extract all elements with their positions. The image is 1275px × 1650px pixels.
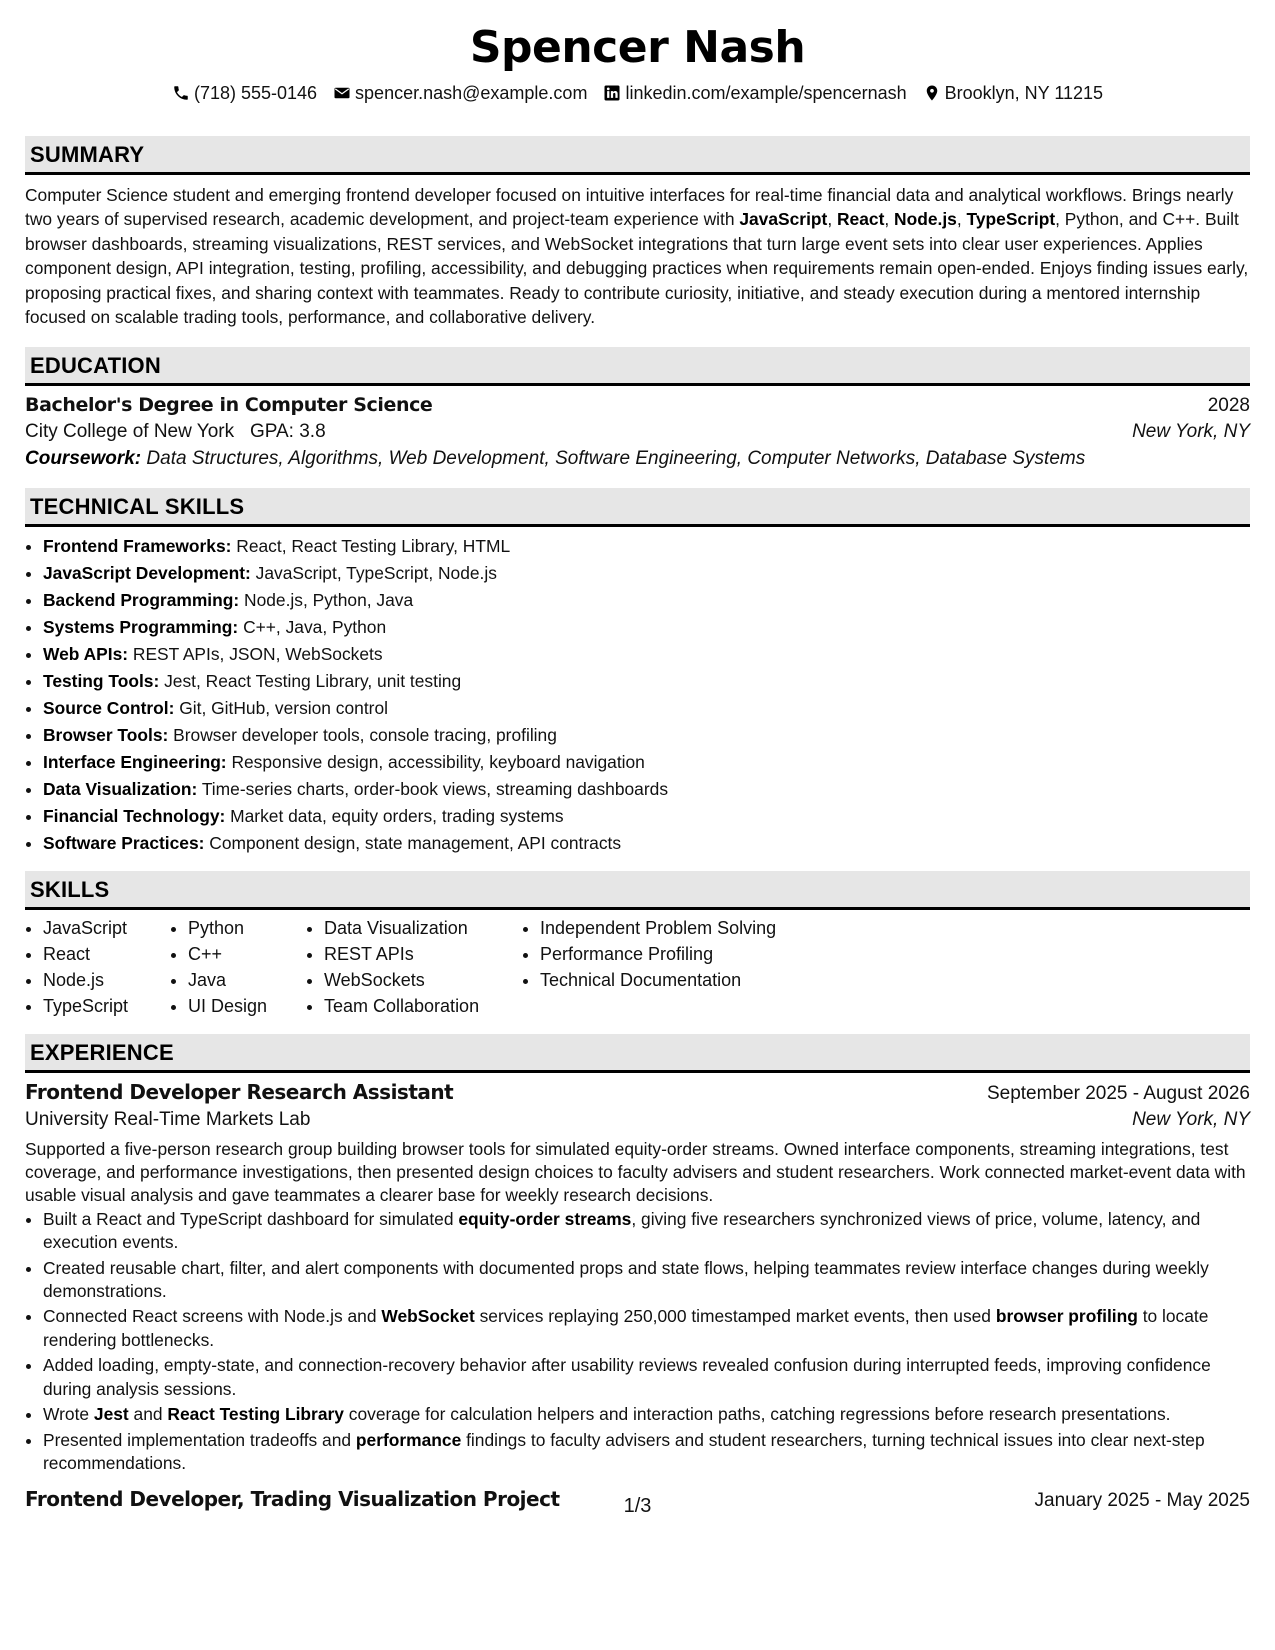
- school-line: [25, 421, 326, 443]
- resume-page: [25, 0, 1250, 1512]
- section-heading: SKILLS: [25, 871, 1250, 910]
- skills-section: [25, 871, 1250, 1019]
- job-bullets: [25, 1208, 1250, 1475]
- phone-text: (718) 555-0146: [193, 83, 318, 103]
- list-item: • Team Collaboration: [324, 994, 522, 1020]
- job-description: Supported a five-person research group building browser tools for simulated equity-order streams. Owned interface components, streaming integrations, test coverage, and performance investigations, then presented design choices to faculty advisers and student researchers. Work connected market-event data with usable visual analysis and gave teammates a clearer base for weekly research decisions.: [25, 1138, 1246, 1206]
- job-location: New York, NY: [1132, 1108, 1250, 1130]
- list-item: • JavaScript: [43, 916, 170, 942]
- location-text: Brooklyn, NY 11215: [944, 83, 1104, 103]
- school-location: New York, NY: [1132, 421, 1250, 443]
- email-link[interactable]: spencer.nash@example.com: [355, 83, 588, 103]
- degree-row: [25, 394, 1250, 417]
- section-heading: EXPERIENCE: [25, 1034, 1250, 1073]
- list-item: • Software Practices: Component design, state management, API contracts: [43, 830, 1250, 857]
- job-org-row: [25, 1109, 1250, 1131]
- list-item: • Built a React and TypeScript dashboard for simulated equity-order streams, giving five researchers synchronized views of price, volume, latency, and execution events.: [43, 1208, 1250, 1255]
- skills-column: [170, 916, 306, 1019]
- list-item: • React: [43, 942, 170, 968]
- contact-location: [923, 80, 1103, 106]
- list-item: • Frontend Frameworks: React, React Testing Library, HTML: [43, 533, 1250, 560]
- contact-linkedin[interactable]: [603, 80, 906, 106]
- contact-phone: [172, 80, 317, 106]
- list-item: • Data Visualization: [324, 916, 522, 942]
- coursework-list: Data Structures, Algorithms, Web Development, Software Engineering, Computer Networks, Database Systems: [141, 448, 1086, 470]
- list-item: • Java: [188, 968, 306, 994]
- section-heading: TECHNICAL SKILLS: [25, 488, 1250, 527]
- school-name: City College of New York: [25, 421, 235, 443]
- list-item: • Technical Documentation: [540, 968, 840, 994]
- coursework-line: [25, 448, 1250, 470]
- gpa: GPA: 3.8: [249, 421, 326, 443]
- map-pin-icon: [923, 84, 941, 102]
- phone-icon: [172, 84, 190, 102]
- skills-column: [25, 916, 170, 1019]
- section-heading: SUMMARY: [25, 136, 1250, 175]
- job-header: [25, 1080, 1250, 1105]
- list-item: • C++: [188, 942, 306, 968]
- linkedin-link[interactable]: linkedin.com/example/spencernash: [625, 83, 907, 103]
- list-item: • REST APIs: [324, 942, 522, 968]
- summary-text: Computer Science student and emerging frontend developer focused on intuitive interfaces for real-time financial data and analytical workflows. Brings nearly two years of supervised research, academic development, and project-team experience with JavaScript, React, Node.js, TypeScript, Python, and C++. Built browser dashboards, streaming visualizations, REST services, and WebSocket integrations that turn large event sets into clear user experiences. Applies component design, API integration, testing, profiling, accessibility, and debugging practices when requirements remain open-ended. Enjoys finding issues early, proposing practical fixes, and sharing context with teammates. Ready to contribute curiosity, initiative, and steady execution during a mentored internship focused on scalable trading tools, performance, and collaborative delivery.: [25, 185, 1249, 328]
- list-item: • Backend Programming: Node.js, Python, Java: [43, 587, 1250, 614]
- coursework-label: Coursework:: [25, 448, 142, 470]
- list-item: • Data Visualization: Time-series charts, order-book views, streaming dashboards: [43, 776, 1250, 803]
- list-item: • Web APIs: REST APIs, JSON, WebSockets: [43, 641, 1250, 668]
- skills-grid: [25, 916, 1250, 1019]
- list-item: • Interface Engineering: Responsive design, accessibility, keyboard navigation: [43, 749, 1250, 776]
- job-title: Frontend Developer, Trading Visualization Project: [25, 1487, 560, 1512]
- graduation-year: 2028: [1207, 395, 1250, 417]
- education-section: [25, 347, 1250, 470]
- candidate-name: Spencer Nash: [469, 22, 806, 73]
- list-item: • Financial Technology: Market data, equity orders, trading systems: [43, 803, 1250, 830]
- page-indicator: 1/3: [623, 1495, 652, 1517]
- skills-column: [306, 916, 522, 1019]
- job-dates: January 2025 - May 2025: [1034, 1490, 1250, 1512]
- job-title: Frontend Developer Research Assistant: [25, 1079, 454, 1104]
- list-item: • Presented implementation tradeoffs and performance findings to faculty advisers and student researchers, turning technical issues into clear next-step recommendations.: [43, 1429, 1250, 1476]
- job-org: University Real-Time Markets Lab: [25, 1108, 311, 1130]
- degree-title: Bachelor's Degree in Computer Science: [25, 394, 433, 417]
- list-item: • Connected React screens with Node.js and WebSocket services replaying 250,000 timestamped market events, then used browser profiling to locate rendering bottlenecks.: [43, 1305, 1250, 1352]
- list-item: • Browser Tools: Browser developer tools, console tracing, profiling: [43, 722, 1250, 749]
- summary-section: [25, 136, 1250, 329]
- list-item: • WebSockets: [324, 968, 522, 994]
- technical-skills-section: [25, 488, 1250, 857]
- list-item: • UI Design: [188, 994, 306, 1020]
- list-item: • Created reusable chart, filter, and alert components with documented props and state flows, helping teammates review interface changes during weekly demonstrations.: [43, 1257, 1250, 1304]
- technical-skills-list: [25, 533, 1250, 857]
- list-item: • TypeScript: [43, 994, 170, 1020]
- contact-bar: [25, 80, 1250, 106]
- list-item: • Added loading, empty-state, and connection-recovery behavior after usability reviews revealed confusion during interrupted feeds, improving confidence during analysis sessions.: [43, 1354, 1250, 1401]
- list-item: • Systems Programming: C++, Java, Python: [43, 614, 1250, 641]
- envelope-icon: [333, 84, 351, 102]
- contact-email[interactable]: [333, 80, 587, 106]
- list-item: • Testing Tools: Jest, React Testing Library, unit testing: [43, 668, 1250, 695]
- job-dates: September 2025 - August 2026: [986, 1082, 1250, 1104]
- list-item: • Independent Problem Solving: [540, 916, 840, 942]
- list-item: • Wrote Jest and React Testing Library coverage for calculation helpers and interaction paths, catching regressions before research presentations.: [43, 1403, 1250, 1426]
- experience-section: [25, 1034, 1250, 1513]
- linkedin-icon: [603, 84, 621, 102]
- list-item: • Python: [188, 916, 306, 942]
- list-item: • Node.js: [43, 968, 170, 994]
- skills-column: [522, 916, 840, 1019]
- list-item: • JavaScript Development: JavaScript, TypeScript, Node.js: [43, 560, 1250, 587]
- list-item: • Source Control: Git, GitHub, version control: [43, 695, 1250, 722]
- school-row: [25, 421, 1250, 443]
- section-heading: EDUCATION: [25, 347, 1250, 386]
- list-item: • Performance Profiling: [540, 942, 840, 968]
